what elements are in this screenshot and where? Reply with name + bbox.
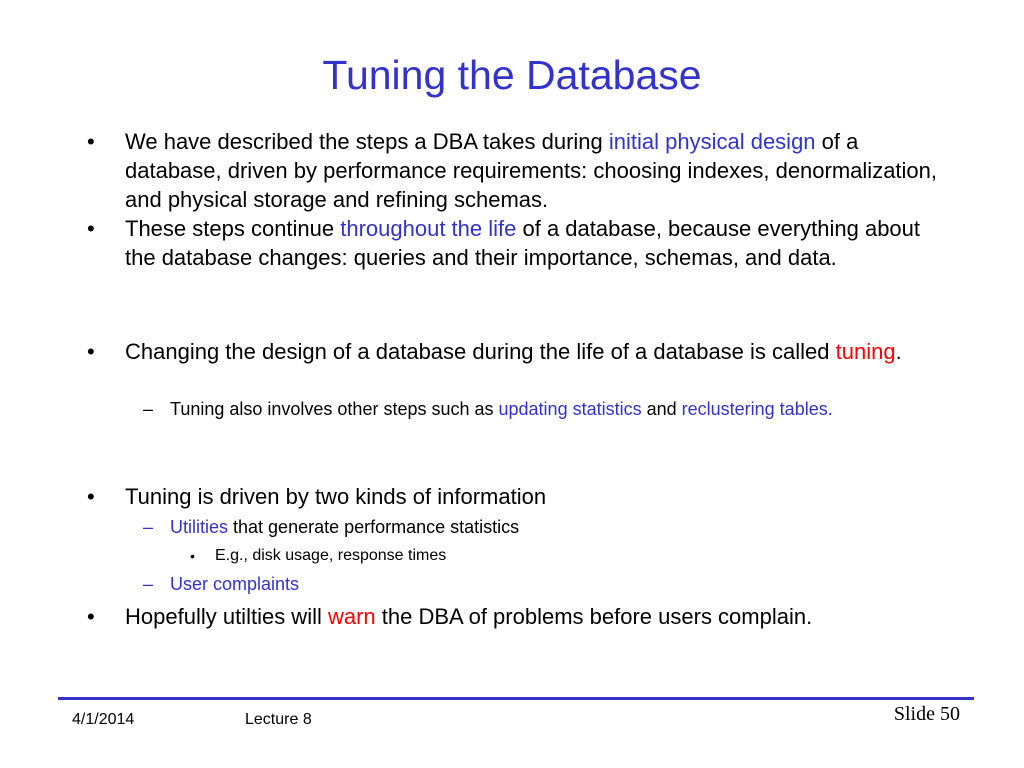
footer-date: 4/1/2014 xyxy=(72,711,135,728)
sub-bullet-marker: – xyxy=(143,399,154,419)
bullet-1-text-a: We have described the steps a DBA takes during xyxy=(125,129,609,154)
bullet-4-sub-1-sub: E.g., disk usage, response times xyxy=(215,547,447,564)
bullet-1 xyxy=(125,127,955,214)
bullet-2-highlight: throughout the life xyxy=(340,216,517,241)
bullet-3-sub-text-b: and xyxy=(641,399,682,419)
sub-bullet-marker: – xyxy=(143,517,154,537)
footer-rule xyxy=(58,697,974,700)
bullet-marker: • xyxy=(87,484,95,509)
bullet-3 xyxy=(125,337,955,366)
slide-title: Tuning the Database xyxy=(322,52,702,98)
bullet-4-sub-2: User complaints xyxy=(170,574,300,594)
bullet-marker: • xyxy=(87,604,95,629)
bullet-1-text-b: of a database, driven by performance requirements: choosing indexes, denormalization, and physical storage and refining schemas. xyxy=(125,129,938,212)
bullet-5-text-b: the DBA of problems before users complain. xyxy=(375,604,813,629)
sub-sub-bullet-marker: • xyxy=(190,548,195,564)
slide-number: Slide 50 xyxy=(893,703,960,725)
bullet-5-highlight: warn xyxy=(327,604,376,629)
bullet-5 xyxy=(125,602,955,631)
bullet-2-text-a: These steps continue xyxy=(125,216,341,241)
bullet-3-text-b: . xyxy=(895,339,902,364)
bullet-marker: • xyxy=(87,129,95,154)
bullet-2-text-b: of a database, because everything about the database changes: queries and their importance, schemas, and data. xyxy=(125,216,921,270)
footer-lecture: Lecture 8 xyxy=(245,711,312,728)
bullet-2 xyxy=(125,214,955,272)
bullet-3-highlight: tuning xyxy=(835,339,896,364)
bullet-4-sub-1 xyxy=(170,515,960,540)
bullet-marker: • xyxy=(87,216,95,241)
bullet-1-highlight: initial physical design xyxy=(608,129,816,154)
bullet-4-sub-1-highlight: Utilities xyxy=(170,517,229,537)
bullet-3-sub-text-a: Tuning also involves other steps such as xyxy=(170,399,499,419)
bullet-5-text-a: Hopefully utilties will xyxy=(125,604,328,629)
sub-bullet-marker: – xyxy=(143,574,154,594)
bullet-marker: • xyxy=(87,339,95,364)
bullet-3-sub-highlight-b: reclustering tables. xyxy=(681,399,833,419)
bullet-3-sub-highlight-a: updating statistics xyxy=(498,399,642,419)
bullet-4-sub-1-text: that generate performance statistics xyxy=(228,517,520,537)
bullet-3-text-a: Changing the design of a database during the life of a database is called xyxy=(125,339,836,364)
bullet-4: Tuning is driven by two kinds of information xyxy=(125,484,547,509)
bullet-3-sub xyxy=(170,397,960,422)
